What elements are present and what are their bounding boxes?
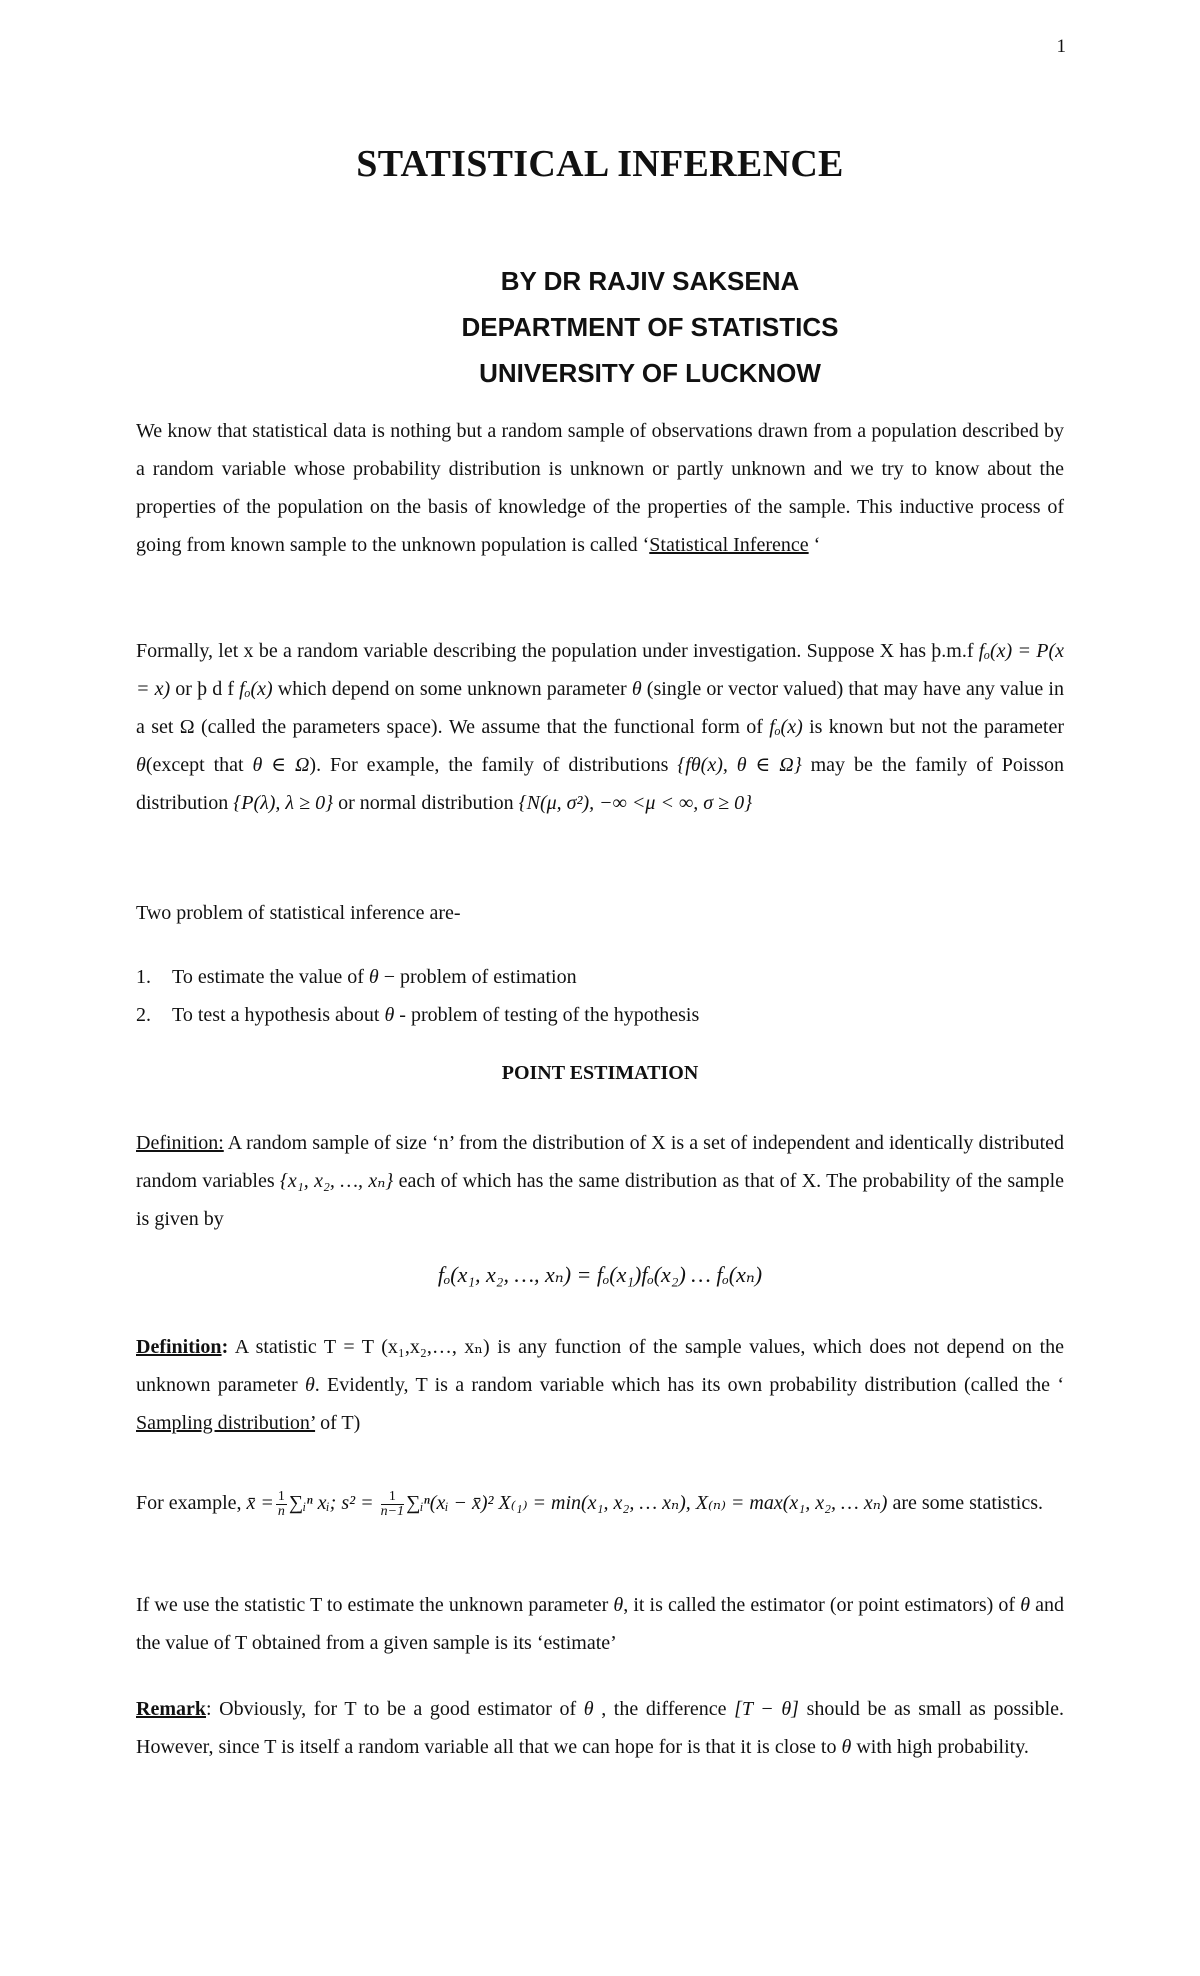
theta-math-2: θ	[136, 754, 146, 776]
estimator-text-1: If we use the statistic T to estimate the unknown parameter	[136, 1594, 614, 1616]
remark-paragraph	[136, 1690, 1064, 1766]
fraction-1-over-n-minus-1	[381, 1490, 404, 1519]
theta-in-omega-math: θ ∈ Ω	[252, 754, 310, 776]
estimator-text-3: and the value of T obtained from a given sample is its ‘estimate’	[136, 1594, 1064, 1654]
definition-label: Definition	[136, 1336, 222, 1358]
example-paragraph	[136, 1484, 1064, 1522]
problems-intro: Two problem of statistical inference are-	[136, 902, 461, 924]
intro-paragraph	[136, 412, 1064, 564]
formal-text-3: which depend on some unknown parameter	[272, 678, 632, 700]
definition-label: Definition:	[136, 1132, 224, 1154]
definition-text-2: each of which has the same distribution as that of X. The probability of the sample is given by	[136, 1170, 1065, 1230]
statistical-inference-term: Statistical Inference	[649, 534, 809, 556]
pmf-math: fₒ(x) = P(x = x)	[136, 640, 1064, 700]
definition-colon: :	[221, 1336, 229, 1358]
theta-math: θ	[583, 1698, 594, 1720]
theta-math-2: θ	[1020, 1594, 1031, 1616]
variance-order-math: ∑ᵢⁿ(xᵢ − x̄)² X₍₁₎ = min(x₁, x₂, … xₙ), X₍ₙ₎ = max(x₁, x₂, … xₙ)	[406, 1492, 888, 1514]
page-number: 1	[1056, 36, 1066, 57]
intro-text: We know that statistical data is nothing but a random sample of observations drawn from a population described by a random variable whose probability distribution is unknown or partly unknown and we try to know about the properties of the population on the basis of knowledge of the properties of the sample. This inductive process of going from known sample to the unknown population is called ‘	[136, 420, 1064, 556]
family-math: {fθ(x), θ ∈ Ω}	[677, 754, 802, 776]
frac-numerator: 1	[277, 1488, 285, 1504]
formal-text-8: may be the family of Poisson distribution	[136, 754, 1065, 814]
theta-math-2: θ	[841, 1736, 852, 1758]
definition-text-3: of T)	[315, 1412, 361, 1434]
formal-text-2: or þ d f	[170, 678, 240, 700]
intro-end: ‘	[808, 534, 821, 556]
example-text-2: are some statistics.	[887, 1492, 1043, 1514]
list-number: 1.	[136, 966, 151, 988]
example-text-1: For example,	[136, 1492, 247, 1514]
list-math: θ	[368, 966, 379, 988]
theta-math: θ	[631, 678, 642, 700]
remark-text-3: should be as small as possible. However, since T is itself a random variable all that we can hope for is that it is close to	[136, 1698, 1064, 1758]
frac-numerator: 1	[381, 1490, 404, 1505]
definition-text-1: A statistic T = T (x₁,x₂,…, xₙ) is any function of the sample values, which does not depend on the unknown parameter	[136, 1336, 1064, 1396]
frac-denominator: n−1	[380, 1503, 405, 1519]
list-item	[136, 958, 1064, 996]
definition-2	[136, 1328, 1064, 1442]
formal-text-6: (except that	[145, 754, 253, 776]
functional-form-math: fₒ(x)	[769, 716, 803, 738]
remark-text-2: , the difference	[593, 1698, 735, 1720]
list-text: − problem of estimation	[378, 966, 577, 988]
formal-text-7: ). For example, the family of distributions	[309, 754, 678, 776]
department-line: DEPARTMENT OF STATISTICS	[461, 312, 839, 342]
problems-list	[136, 958, 1064, 1034]
list-text: To test a hypothesis about	[172, 1004, 385, 1026]
mean-math: x̄ =	[246, 1492, 274, 1514]
normal-math: {N(μ, σ²), −∞ <μ < ∞, σ ≥ 0}	[518, 792, 753, 814]
sampling-distribution-term: Sampling distribution’	[136, 1412, 316, 1434]
formal-text-9: or normal distribution	[333, 792, 519, 814]
list-math: θ	[384, 1004, 395, 1026]
remark-text-1: : Obviously, for T to be a good estimator of	[205, 1698, 584, 1720]
university-line: UNIVERSITY OF LUCKNOW	[479, 358, 821, 388]
remark-label: Remark	[136, 1698, 206, 1720]
difference-math: [T − θ]	[734, 1698, 799, 1720]
section-heading: POINT ESTIMATION	[501, 1062, 699, 1084]
fraction-1-over-n	[276, 1490, 287, 1519]
list-item	[136, 996, 1064, 1034]
poisson-math: {P(λ), λ ≥ 0}	[233, 792, 334, 814]
formal-text-5: is known but not the parameter	[802, 716, 1064, 738]
formal-text-1: Formally, let x be a random variable describing the population under investigation. Suppose X has þ.m.f	[136, 640, 979, 662]
list-text: To estimate the value of	[172, 966, 369, 988]
list-text: - problem of testing of the hypothesis	[394, 1004, 700, 1026]
author-line: BY DR RAJIV SAKSENA	[500, 266, 800, 296]
definition-1	[136, 1124, 1064, 1238]
formal-text-4: (single or vector valued) that may have any value in a set Ω (called the parameters space). We assume that the functional form of	[136, 678, 1064, 738]
sum-math: ∑ᵢⁿ xᵢ; s² =	[288, 1492, 379, 1514]
definition-text-1: A random sample of size ‘n’ from the distribution of X is a set of independent and identically distributed random variables	[136, 1132, 1064, 1192]
estimator-paragraph	[136, 1586, 1064, 1662]
sample-set-math: {x₁, x₂, …, xₙ}	[279, 1170, 394, 1192]
list-number: 2.	[136, 1004, 151, 1026]
estimator-text-2: , it is called the estimator (or point estimators) of	[623, 1594, 1021, 1616]
sample-probability-formula: fₒ(x₁, x₂, …, xₙ) = fₒ(x₁)fₒ(x₂) … fₒ(xₙ)	[437, 1262, 763, 1287]
definition-text-2: . Evidently, T is a random variable which has its own probability distribution (called the ‘	[314, 1374, 1064, 1396]
frac-denominator: n	[277, 1503, 285, 1519]
pdf-math: fₒ(x)	[239, 678, 273, 700]
formal-paragraph	[136, 632, 1064, 822]
theta-math: θ	[304, 1374, 315, 1396]
byline	[400, 258, 900, 396]
theta-math: θ	[613, 1594, 624, 1616]
document-title: STATISTICAL INFERENCE	[356, 143, 844, 185]
remark-text-4: with high probability.	[851, 1736, 1029, 1758]
